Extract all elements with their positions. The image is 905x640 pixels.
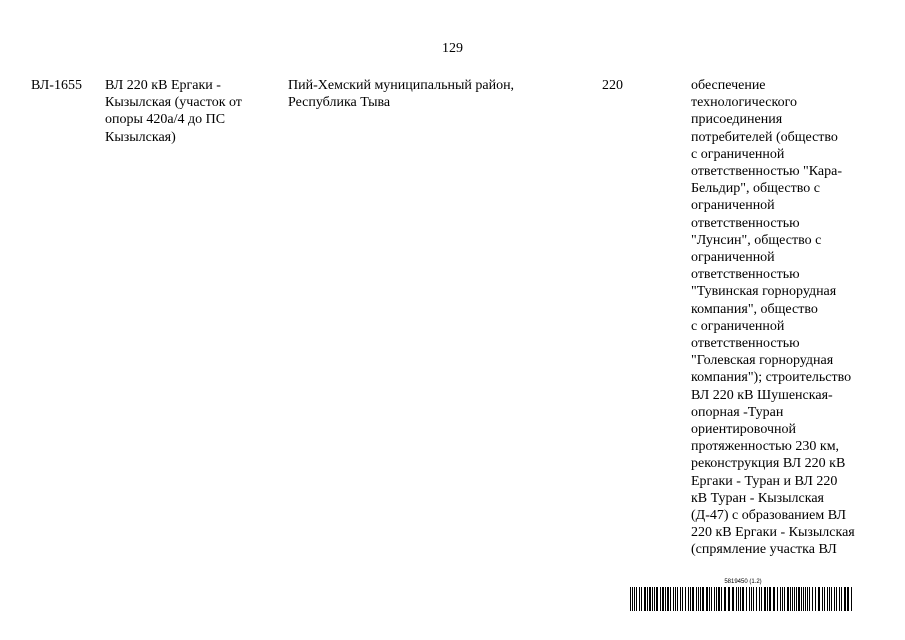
barcode-bar xyxy=(641,587,642,611)
barcode-bar xyxy=(724,587,726,611)
object-purpose-line: потребителей (общество xyxy=(691,129,838,145)
barcode-bar xyxy=(751,587,752,611)
barcode-bar xyxy=(829,587,830,611)
object-purpose-line: с ограниченной xyxy=(691,146,785,162)
object-purpose-line: с ограниченной xyxy=(691,318,785,334)
barcode-bar xyxy=(801,587,802,611)
barcode-bar xyxy=(721,587,722,611)
barcode-bar xyxy=(667,587,669,611)
barcode-bar xyxy=(740,587,741,611)
barcode-bar xyxy=(709,587,710,611)
barcode-bar xyxy=(767,587,768,611)
barcode-bar xyxy=(818,587,820,611)
barcode-bar xyxy=(756,587,757,611)
barcode-caption: 5819450 (1.2) xyxy=(724,579,762,585)
object-purpose-line: реконструкция ВЛ 220 кВ xyxy=(691,456,846,472)
object-purpose-line: (спрямление участка ВЛ xyxy=(691,542,837,558)
barcode-bar xyxy=(711,587,712,611)
barcode-bar xyxy=(787,587,789,611)
barcode-bar xyxy=(696,587,697,611)
barcode-bar xyxy=(822,587,823,611)
barcode-bar xyxy=(764,587,766,611)
barcode-bar xyxy=(660,587,661,611)
object-name-line: Кызылская (участок от xyxy=(105,95,242,111)
barcode-bar xyxy=(831,587,832,611)
object-purpose-line: ориентировочной xyxy=(691,422,796,438)
barcode-bar xyxy=(761,587,762,611)
barcode-bar xyxy=(630,587,631,611)
barcode-bar xyxy=(714,587,715,611)
object-name-line: Кызылская) xyxy=(105,129,176,145)
barcode-bar xyxy=(759,587,760,611)
object-purpose-line: ответственностью "Кара- xyxy=(691,164,843,180)
barcode-bar xyxy=(807,587,808,611)
object-location xyxy=(288,77,514,111)
object-purpose-line: компания"); строительство xyxy=(691,370,852,386)
object-purpose-line: Бельдир", общество с xyxy=(691,181,820,197)
barcode-bar xyxy=(698,587,699,611)
barcode-bar xyxy=(652,587,653,611)
object-purpose xyxy=(691,77,855,559)
barcode-bar xyxy=(662,587,664,611)
barcode-bar xyxy=(753,587,754,611)
object-name-line: ВЛ 220 кВ Ергаки - xyxy=(105,78,221,93)
object-purpose-line: опорная -Туран xyxy=(691,404,784,420)
page-number: 129 xyxy=(442,41,463,56)
barcode-bar xyxy=(634,587,635,611)
barcode-bar xyxy=(690,587,691,611)
barcode xyxy=(630,578,856,612)
barcode-bar xyxy=(805,587,806,611)
barcode-bar xyxy=(736,587,737,611)
barcode-bar xyxy=(790,587,791,611)
barcode-bar xyxy=(665,587,666,611)
barcode-bar xyxy=(702,587,704,611)
barcode-bar xyxy=(815,587,816,611)
barcode-bar xyxy=(670,587,671,611)
object-name-line: опоры 420а/4 до ПС xyxy=(105,112,226,128)
object-location-line: Пий-Хемский муниципальный район, xyxy=(288,78,515,93)
object-purpose-line: ограниченной xyxy=(691,250,775,266)
barcode-bar xyxy=(827,587,828,611)
object-purpose-line: 220 кВ Ергаки - Кызылская xyxy=(691,525,855,541)
barcode-bar xyxy=(803,587,804,611)
barcode-bar xyxy=(649,587,651,611)
barcode-bar xyxy=(809,587,810,611)
barcode-bar xyxy=(639,587,640,611)
object-code: ВЛ-1655 xyxy=(31,78,82,93)
barcode-bar xyxy=(673,587,674,611)
barcode-bar xyxy=(675,587,676,611)
object-purpose-line: ответственностью xyxy=(691,215,800,231)
object-purpose-line: "Тувинская горнорудная xyxy=(691,284,837,300)
barcode-bar xyxy=(847,587,849,611)
object-purpose-line: ограниченной xyxy=(691,198,775,214)
barcode-bar xyxy=(769,587,771,611)
barcode-bar xyxy=(700,587,701,611)
barcode-bar xyxy=(677,587,678,611)
barcode-bar xyxy=(851,587,852,611)
barcode-bar xyxy=(656,587,658,611)
object-purpose-line: (Д-47) с образованием ВЛ xyxy=(691,508,847,524)
barcode-bar xyxy=(844,587,846,611)
barcode-bar xyxy=(782,587,783,611)
object-voltage: 220 xyxy=(602,78,623,93)
barcode-bar xyxy=(777,587,778,611)
barcode-bar xyxy=(746,587,747,611)
barcode-bar xyxy=(632,587,633,611)
barcode-bar xyxy=(644,587,646,611)
barcode-bar xyxy=(834,587,835,611)
barcode-bar xyxy=(728,587,730,611)
barcode-bar xyxy=(796,587,797,611)
barcode-bar xyxy=(682,587,683,611)
barcode-bar xyxy=(688,587,689,611)
barcode-bar xyxy=(836,587,837,611)
object-purpose-line: протяженностью 230 км, xyxy=(691,439,840,455)
object-purpose-line: Ергаки - Туран и ВЛ 220 xyxy=(691,473,838,489)
barcode-bar xyxy=(824,587,825,611)
object-purpose-line: ответственностью xyxy=(691,267,800,283)
object-purpose-line: "Голевская горнорудная xyxy=(691,353,834,369)
barcode-bar xyxy=(706,587,708,611)
barcode-bar xyxy=(654,587,655,611)
object-purpose-line: "Лунсин", общество с xyxy=(691,232,822,248)
object-location-line: Республика Тыва xyxy=(288,95,391,111)
object-purpose-line: присоединения xyxy=(691,112,783,128)
barcode-bar xyxy=(647,587,648,611)
barcode-bar xyxy=(716,587,717,611)
barcode-bar xyxy=(839,587,840,611)
barcode-bar xyxy=(780,587,781,611)
barcode-bar xyxy=(792,587,793,611)
object-purpose-line: компания", общество xyxy=(691,301,818,317)
barcode-bar xyxy=(784,587,785,611)
object-purpose-line: кВ Туран - Кызылская xyxy=(691,490,824,506)
barcode-bar xyxy=(738,587,739,611)
barcode-bar xyxy=(749,587,750,611)
barcode-bar xyxy=(636,587,637,611)
barcode-bar xyxy=(794,587,795,611)
barcode-bar xyxy=(718,587,720,611)
object-purpose-line: технологического xyxy=(691,95,797,111)
barcode-bars xyxy=(630,587,856,611)
barcode-bar xyxy=(680,587,681,611)
object-purpose-line: ВЛ 220 кВ Шушенская- xyxy=(691,387,833,403)
barcode-bar xyxy=(798,587,800,611)
barcode-bar xyxy=(732,587,734,611)
object-purpose-line: ответственностью xyxy=(691,336,800,352)
barcode-bar xyxy=(812,587,813,611)
object-name xyxy=(105,77,242,146)
barcode-bar xyxy=(841,587,842,611)
barcode-bar xyxy=(742,587,744,611)
barcode-bar xyxy=(773,587,775,611)
object-purpose-line: обеспечение xyxy=(691,78,766,93)
barcode-bar xyxy=(692,587,694,611)
barcode-bar xyxy=(685,587,686,611)
